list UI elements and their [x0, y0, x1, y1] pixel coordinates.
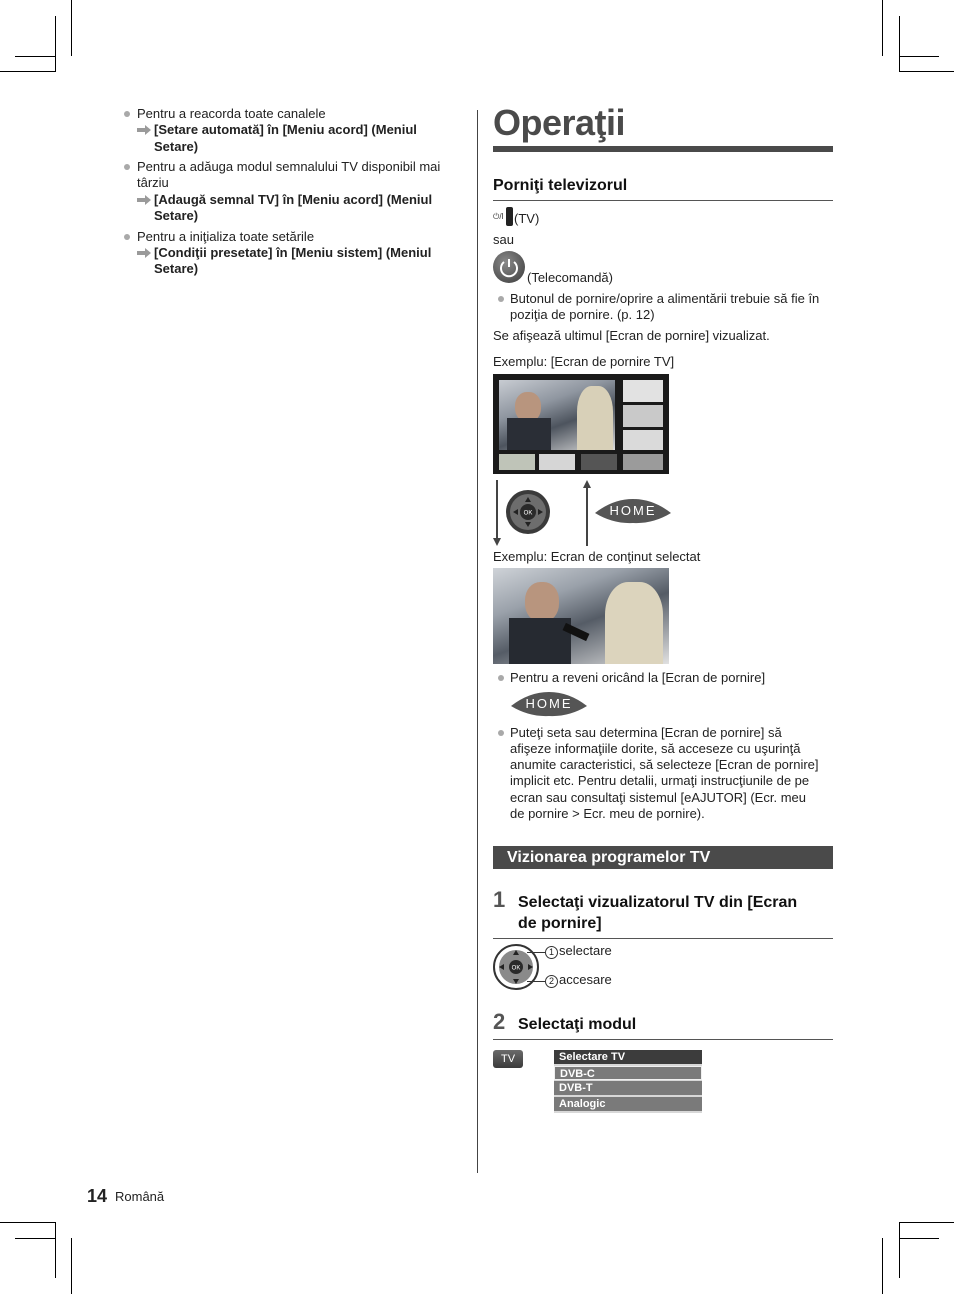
- arrow-right-icon: [137, 125, 151, 135]
- info-line: ecran sau consultaţi sistemul [eAJUTOR] (Ecr. meu: [510, 790, 806, 805]
- section-band-title: Vizionarea programelor TV: [507, 849, 711, 866]
- section-rule: [493, 200, 833, 201]
- step-rule: [493, 1039, 833, 1040]
- svg-text:OK: OK: [523, 510, 533, 517]
- svg-text:OK: OK: [511, 965, 521, 972]
- info-line: implicit etc. Pentru detalii, urmaţi instrucţiunile de pe: [510, 773, 810, 788]
- menu-path: Setare): [154, 261, 199, 276]
- remote-power-button-icon: [493, 251, 525, 283]
- info-line: afişeze informaţiile dorite, să acceseze cu uşurinţă: [510, 741, 801, 756]
- circle-number-icon: 1: [545, 946, 558, 959]
- down-arrow-icon: [496, 480, 498, 542]
- svg-text:HOME: HOME: [609, 503, 657, 518]
- section-band: [493, 846, 833, 869]
- note-text: poziţia de pornire. (p. 12): [510, 307, 655, 322]
- bullet-text: târziu: [137, 175, 169, 190]
- section-heading: Porniţi televizorul: [493, 177, 628, 194]
- menu-path: [Adaugă semnal TV] în [Meniu acord] (Meniul: [154, 192, 433, 207]
- remote-label: (Telecomandă): [527, 270, 613, 285]
- step-number: 1: [493, 887, 506, 912]
- bullet-text: Pentru a reacorda toate canalele: [137, 106, 326, 121]
- navigation-pad-icon: [493, 944, 539, 990]
- bullet-icon: [124, 111, 130, 117]
- page-title: Operaţii: [493, 102, 626, 143]
- menu-path: [Condiţii presetate] în [Meniu sistem] (Meniul: [154, 245, 432, 260]
- content-screen-image: [493, 568, 669, 664]
- leader-line: [527, 981, 545, 982]
- home-screen-image: [493, 374, 669, 474]
- down-arrow-head-icon: [493, 538, 501, 546]
- tv-select-menu: [554, 1050, 702, 1113]
- menu-path: Setare): [154, 208, 199, 223]
- ok-ring-icon: [505, 489, 551, 535]
- home-button-icon: [593, 497, 673, 525]
- step-text: Selectaţi vizualizatorul TV din [Ecran: [518, 894, 798, 911]
- arrow-right-icon: [137, 248, 151, 258]
- menu-path: [Setare automată] în [Meniu acord] (Meniul: [154, 122, 417, 137]
- shown-text: Se afişează ultimul [Ecran de pornire] vizualizat.: [493, 328, 770, 343]
- bullet-icon: [498, 730, 504, 736]
- circle-number-icon: 2: [545, 975, 558, 988]
- menu-option: DVB-T: [554, 1081, 702, 1095]
- leader-line: [527, 952, 545, 953]
- standby-icon: ⏻/I: [493, 212, 504, 221]
- page-number: 14: [87, 1186, 108, 1206]
- info-line: Puteţi seta sau determina [Ecran de pornire] să: [510, 725, 782, 740]
- step-text: de pornire]: [518, 915, 602, 932]
- up-arrow-head-icon: [583, 480, 591, 488]
- title-rule: [493, 146, 833, 152]
- bullet-icon: [124, 164, 130, 170]
- info-line: anumite caracteristici, să selecteze [Ecran de pornire]: [510, 757, 819, 772]
- tv-power-button-icon: [506, 207, 513, 226]
- return-text: Pentru a reveni oricând la [Ecran de pornire]: [510, 670, 766, 685]
- select-label: selectare: [559, 943, 612, 958]
- tv-button-label: (TV): [514, 211, 540, 226]
- note-text: Butonul de pornire/oprire a alimentării trebuie să fie în: [510, 291, 820, 306]
- access-label: accesare: [559, 972, 612, 987]
- info-line: de pornire > Ecr. meu de pornire).: [510, 806, 705, 821]
- or-text: sau: [493, 232, 514, 247]
- svg-text:HOME: HOME: [525, 696, 573, 711]
- example-label: Exemplu: Ecran de conţinut selectat: [493, 549, 701, 564]
- bullet-icon: [124, 234, 130, 240]
- bullet-icon: [498, 675, 504, 681]
- menu-option: DVB-C: [554, 1066, 702, 1080]
- example-label: Exemplu: [Ecran de pornire TV]: [493, 354, 675, 369]
- menu-title: Selectare TV: [554, 1050, 702, 1064]
- bullet-text: Pentru a adăuga modul semnalului TV disponibil mai: [137, 159, 441, 174]
- step-rule: [493, 938, 833, 939]
- menu-option: Analogic: [554, 1097, 702, 1111]
- bullet-text: Pentru a iniţializa toate setările: [137, 229, 315, 244]
- footer-language: Română: [115, 1189, 165, 1204]
- menu-path: Setare): [154, 139, 199, 154]
- step-number: 2: [493, 1009, 506, 1034]
- arrow-right-icon: [137, 195, 151, 205]
- tv-key-button: TV: [493, 1050, 523, 1068]
- bullet-icon: [498, 296, 504, 302]
- column-divider: [477, 110, 478, 1173]
- step-text: Selectaţi modul: [518, 1016, 637, 1033]
- home-button-icon: [509, 690, 589, 718]
- up-arrow-icon: [586, 486, 588, 546]
